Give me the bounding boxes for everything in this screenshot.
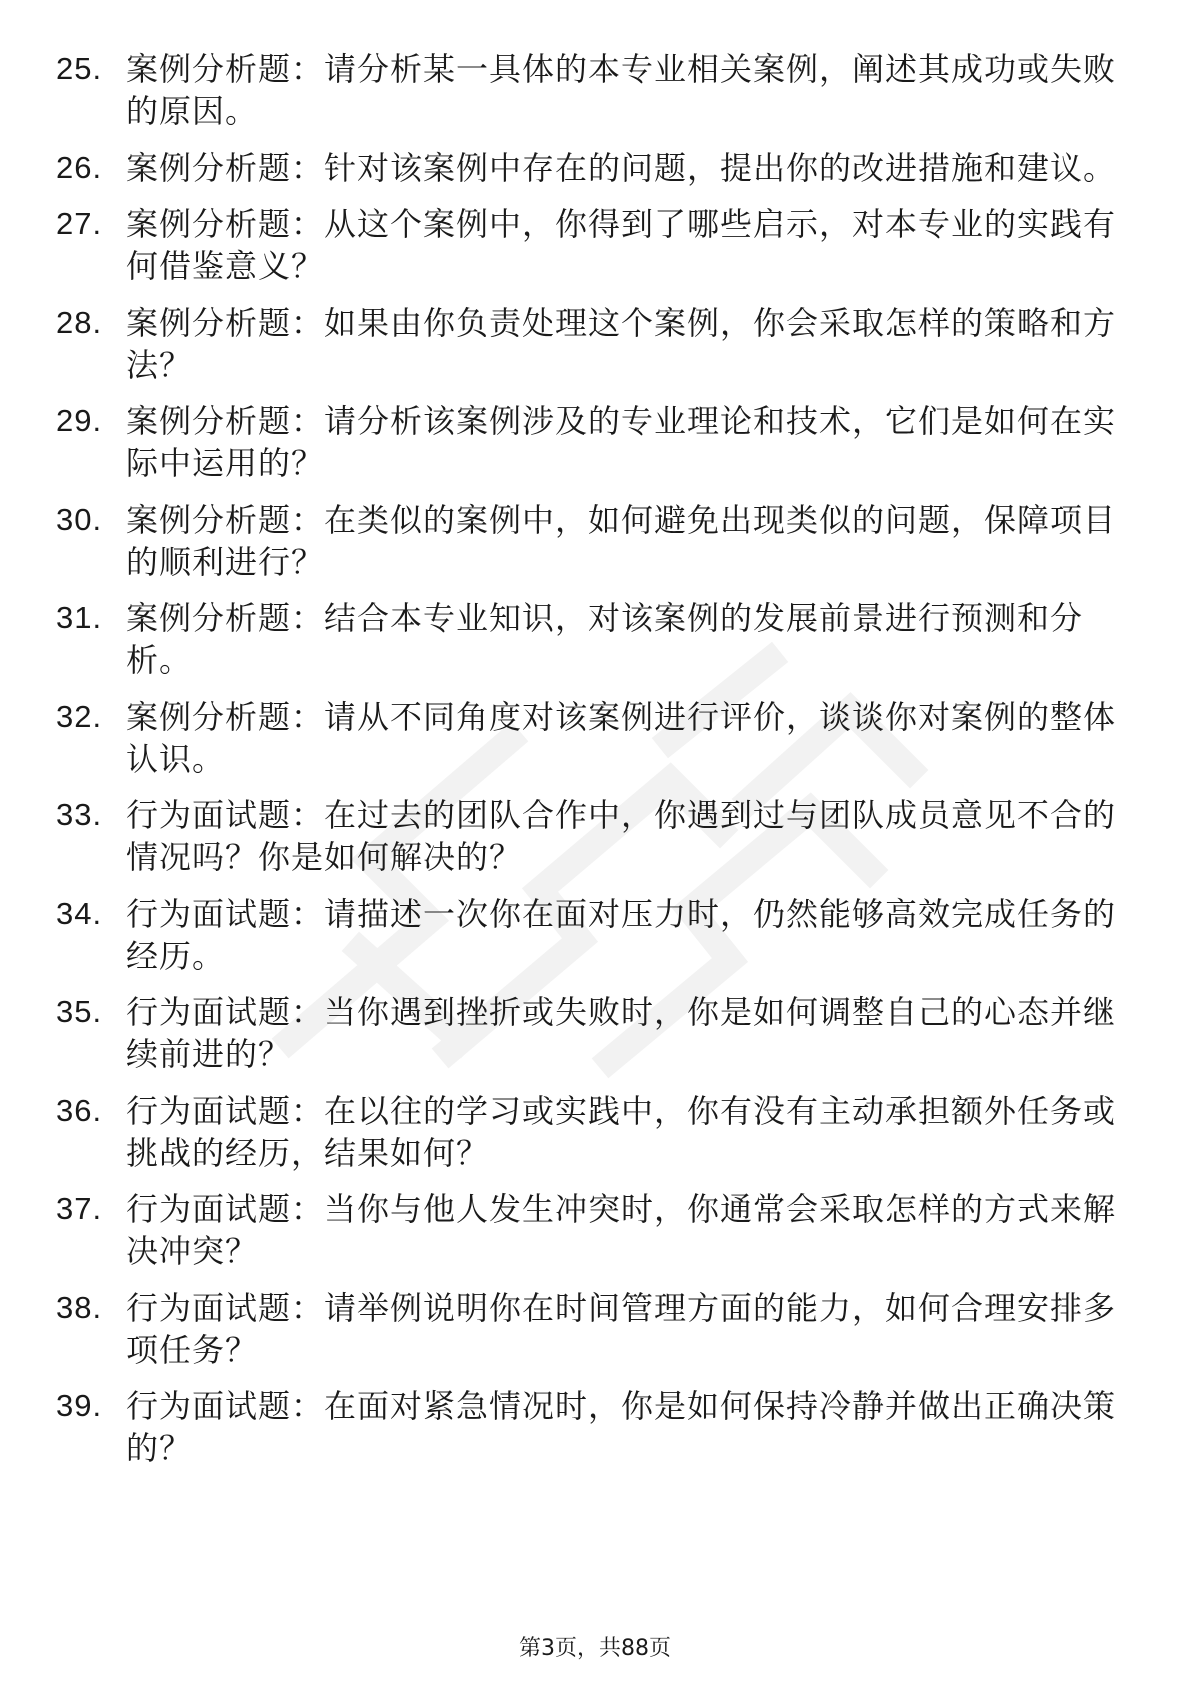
question-number: 32.: [56, 698, 103, 734]
question-text: 案例分析题：如果由你负责处理这个案例，你会采取怎样的策略和方法？: [126, 303, 1117, 384]
question-item: [56, 400, 1136, 484]
question-item: [56, 203, 1136, 287]
question-list: [56, 48, 1136, 1484]
question-text: 案例分析题：请分析某一具体的本专业相关案例，阐述其成功或失败的原因。: [126, 50, 1117, 130]
question-text: 行为面试题：在以往的学习或实践中，你有没有主动承担额外任务或挑战的经历，结果如何？: [126, 1091, 1117, 1172]
question-text: 案例分析题：从这个案例中，你得到了哪些启示，对本专业的实践有何借鉴意义？: [126, 205, 1117, 285]
question-number: 31.: [56, 600, 103, 635]
question-text: 行为面试题：在过去的团队合作中，你遇到过与团队成员意见不合的情况吗？你是如何解决的？: [126, 796, 1117, 876]
question-item: [56, 696, 1136, 780]
question-number: 27.: [56, 206, 103, 241]
question-number: 36.: [56, 1092, 103, 1128]
question-number: 29.: [56, 403, 103, 438]
question-number: 33.: [56, 797, 103, 832]
question-item: [56, 1090, 1136, 1174]
question-text: 行为面试题：在面对紧急情况时，你是如何保持冷静并做出正确决策的？: [126, 1387, 1117, 1467]
question-text: 案例分析题：在类似的案例中，如何避免出现类似的问题，保障项目的顺利进行？: [126, 500, 1117, 581]
question-number: 26.: [56, 149, 103, 185]
question-text: 案例分析题：请从不同角度对该案例进行评价，谈谈你对案例的整体认识。: [126, 697, 1117, 778]
question-item: [56, 597, 1136, 681]
question-item: [56, 499, 1136, 583]
question-number: 38.: [56, 1289, 103, 1325]
question-number: 39.: [56, 1388, 103, 1423]
question-text: 案例分析题：针对该案例中存在的问题，提出你的改进措施和建议。: [126, 148, 1117, 187]
question-item: [56, 794, 1136, 878]
page-footer: 第3页，共88页: [519, 1636, 671, 1661]
question-number: 35.: [56, 994, 103, 1029]
question-item: [56, 1188, 1136, 1272]
question-number: 25.: [56, 51, 103, 86]
question-number: 37.: [56, 1191, 103, 1226]
question-number: 34.: [56, 895, 103, 931]
question-item: [56, 48, 1136, 132]
question-item: [56, 893, 1136, 977]
question-text: 行为面试题：请描述一次你在面对压力时，仍然能够高效完成任务的经历。: [126, 894, 1117, 975]
question-text: 行为面试题：当你遇到挫折或失败时，你是如何调整自己的心态并继续前进的？: [126, 993, 1117, 1073]
question-text: 案例分析题：结合本专业知识，对该案例的发展前景进行预测和分析。: [126, 599, 1084, 679]
question-item: [56, 991, 1136, 1075]
question-item: [56, 302, 1136, 386]
question-item: [56, 1287, 1136, 1371]
question-number: 30.: [56, 501, 103, 537]
question-number: 28.: [56, 304, 103, 340]
question-text: 行为面试题：当你与他人发生冲突时，你通常会采取怎样的方式来解决冲突？: [126, 1190, 1117, 1270]
question-text: 案例分析题：请分析该案例涉及的专业理论和技术，它们是如何在实际中运用的？: [126, 402, 1117, 482]
question-item: [56, 1385, 1136, 1469]
question-item: [56, 147, 1136, 189]
question-text: 行为面试题：请举例说明你在时间管理方面的能力，如何合理安排多项任务？: [126, 1288, 1117, 1369]
